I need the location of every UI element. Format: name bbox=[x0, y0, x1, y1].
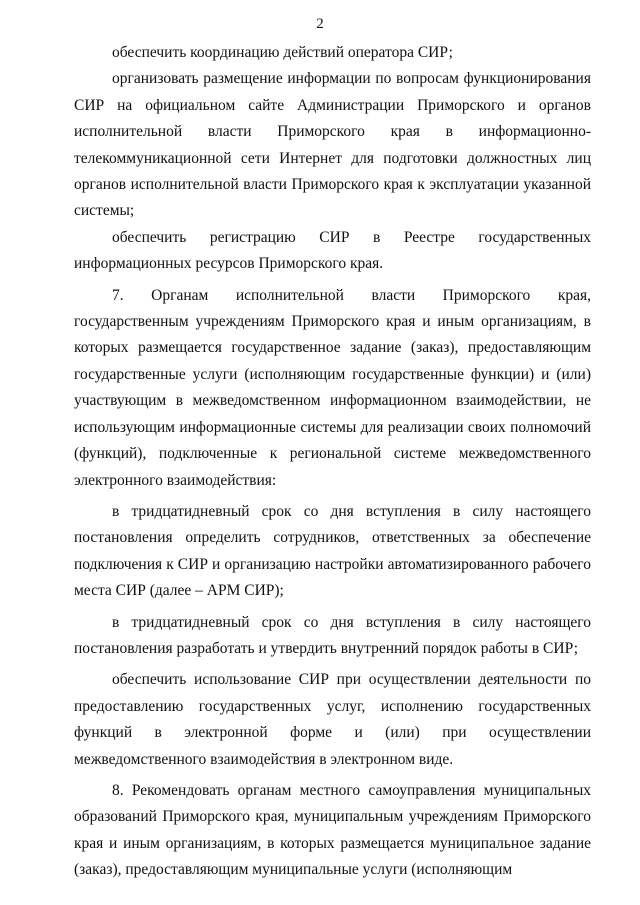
paragraph-use-sir: обеспечить использование СИР при осуществлении деятельности по предоставлению государственных услуг, исполнению государственных функций в электронной форме и (или) при осуществлении межведомственного взаимодействия в электронном виде. bbox=[74, 671, 591, 768]
document-body bbox=[74, 40, 591, 884]
paragraph-coordination: обеспечить координацию действий оператора СИР; bbox=[112, 44, 453, 61]
paragraph-publish-info: организовать размещение информации по вопросам функционирования СИР на официальном сайте Администрации Приморского и органов исполнительной власти Приморского края в информационно-телекоммуникационной сети Интернет для подготовки должностных лиц органов исполнительной власти Приморского края к эксплуатации указанной системы; bbox=[74, 70, 591, 220]
paragraph-item-7: 7. Органам исполнительной власти Приморского края, государственным учреждениям Приморского края и иным организациям, в которых размещается государственное задание (заказ), предоставляющим государственные услуги (исполняющим государственные функции) и (или) участвующим в межведомственном информационном взаимодействии, не использующим информационные системы для реализации своих полномочий (функций), подключенные к региональной системе межведомственного электронного взаимодействия: bbox=[74, 286, 591, 489]
paragraph-define-staff: в тридцатидневный срок со дня вступления в силу настоящего постановления определить сотрудников, ответственных за обеспечение подключения к СИР и организацию настройки автоматизированного рабочего места СИР (далее – АРМ СИР); bbox=[74, 502, 591, 600]
page-number: 2 bbox=[316, 16, 324, 32]
paragraph-registration: обеспечить регистрацию СИР в Реестре государственных информационных ресурсов Приморского края. bbox=[74, 228, 591, 273]
paragraph-item-8: 8. Рекомендовать органам местного самоуправления муниципальных образований Приморского края, муниципальным учреждениям Приморского края и иным организациям, в которых размещается муниципальное задание (заказ), предоставляющим муниципальные услуги (исполняющим bbox=[74, 781, 591, 879]
paragraph-internal-procedure: в тридцатидневный срок со дня вступления в силу настоящего постановления разработать и утвердить внутренний порядок работы в СИР; bbox=[74, 613, 591, 657]
